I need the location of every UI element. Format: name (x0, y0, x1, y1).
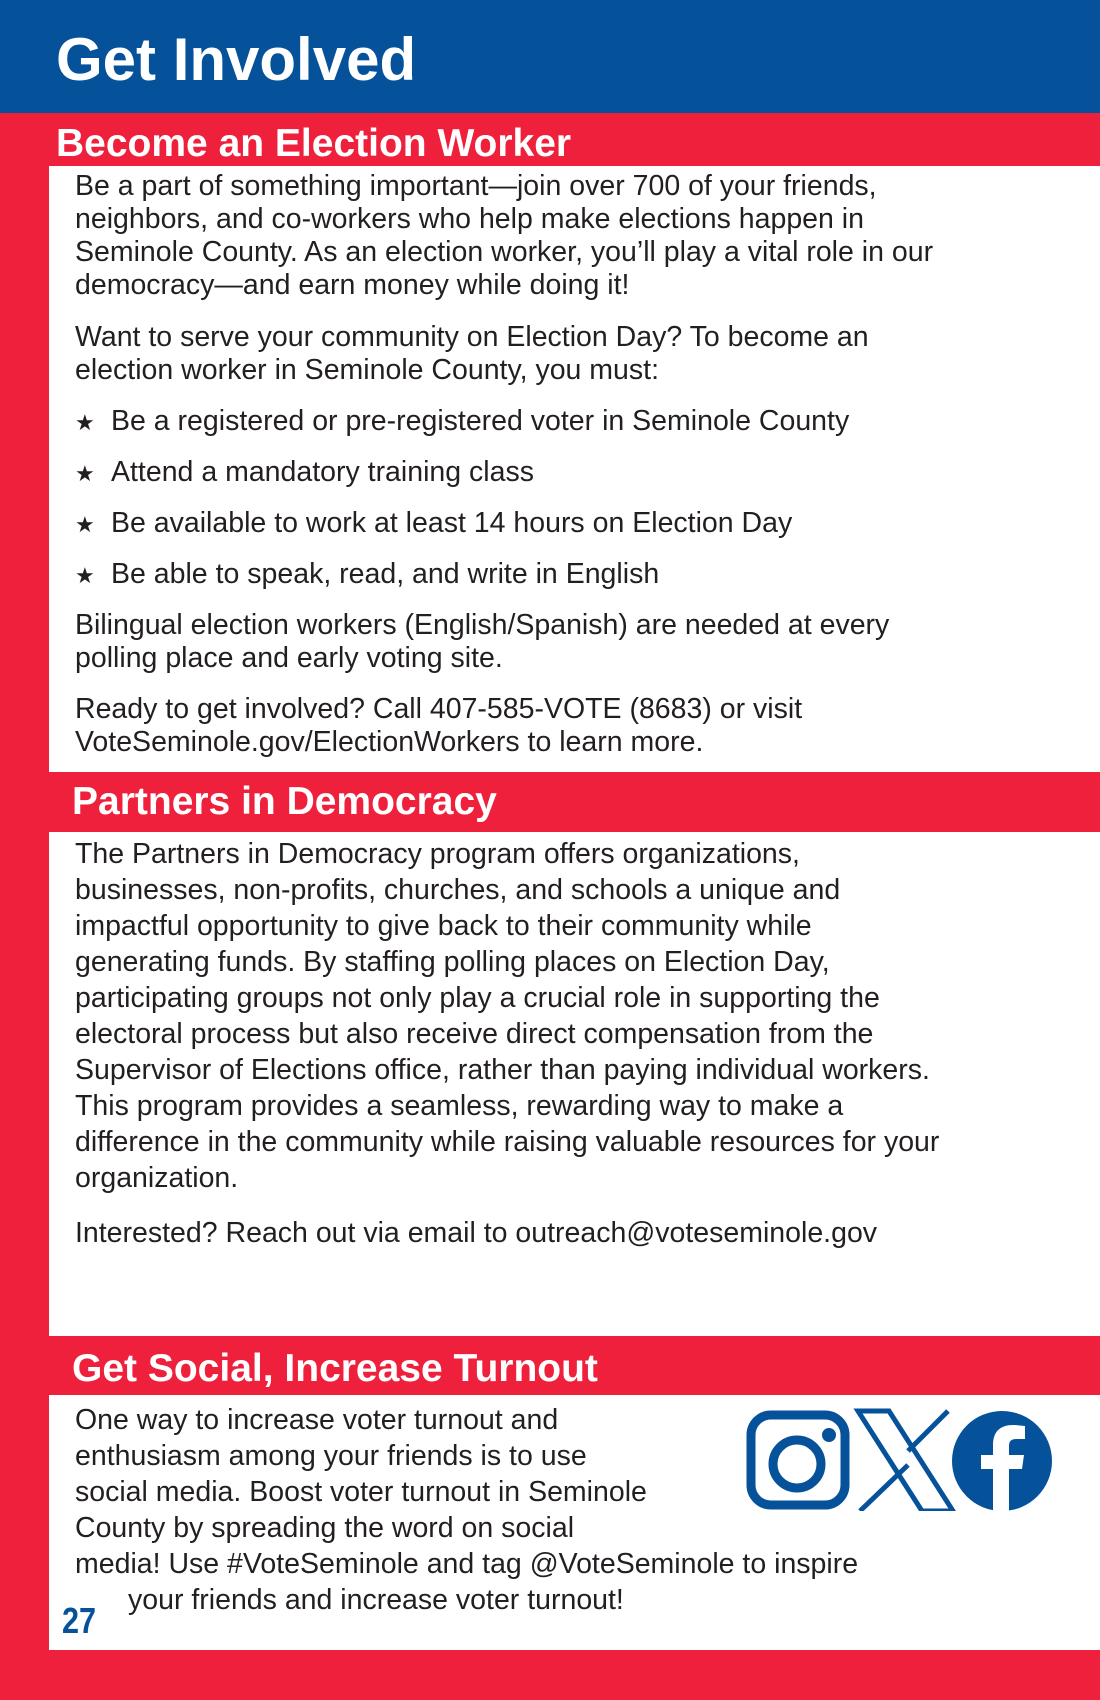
bilingual-line: Bilingual election workers (English/Spanish) are needed at every (75, 609, 890, 641)
requirement-item (75, 558, 659, 592)
cta-line: Ready to get involved? Call 407-585-VOTE (8683) or visit (75, 693, 803, 725)
partners-line: participating groups not only play a crucial role in supporting the (75, 982, 880, 1014)
partners-contact: Interested? Reach out via email to outreach@voteseminole.gov (75, 1217, 878, 1249)
intro-line: neighbors, and co-workers who help make elections happen in (75, 203, 864, 235)
facebook-icon[interactable] (952, 1411, 1052, 1511)
partners-line: businesses, non-profits, churches, and schools a unique and (75, 874, 841, 906)
requirement-text: Attend a mandatory training class (111, 456, 534, 488)
partners-line: This program provides a seamless, rewarding way to make a (75, 1090, 844, 1122)
header-bar (0, 0, 1100, 113)
cta-line: VoteSeminole.gov/ElectionWorkers to learn more. (75, 726, 704, 758)
x-icon[interactable] (858, 1411, 953, 1511)
requirement-item (75, 507, 792, 541)
section-heading-partners: Partners in Democracy (72, 780, 497, 823)
star-icon: ★ (75, 512, 95, 537)
social-line: media! Use #VoteSeminole and tag @VoteSeminole to inspire (75, 1548, 859, 1580)
page-title: Get Involved (56, 26, 417, 93)
requirements-intro-line: Want to serve your community on Election Day? To become an (75, 321, 869, 353)
partners-line: Supervisor of Elections office, rather than paying individual workers. (75, 1054, 930, 1086)
social-line: County by spreading the word on social (75, 1512, 575, 1544)
star-icon: ★ (75, 563, 95, 588)
intro-line: Seminole County. As an election worker, you’ll play a vital role in our (75, 236, 934, 268)
section-heading-social: Get Social, Increase Turnout (72, 1347, 598, 1390)
page-number: 27 (62, 1600, 97, 1641)
partners-line: electoral process but also receive direct compensation from the (75, 1018, 874, 1050)
requirement-text: Be available to work at least 14 hours on Election Day (111, 507, 793, 539)
requirement-item (75, 405, 849, 439)
instagram-icon[interactable] (751, 1415, 845, 1505)
social-line: One way to increase voter turnout and (75, 1404, 559, 1436)
social-line: enthusiasm among your friends is to use (75, 1440, 587, 1472)
partners-line: The Partners in Democracy program offers organizations, (75, 838, 800, 870)
requirements-intro-line: election worker in Seminole County, you must: (75, 354, 659, 386)
social-icons (745, 1407, 1055, 1511)
partners-line: generating funds. By staffing polling places on Election Day, (75, 946, 830, 978)
partners-line: impactful opportunity to give back to their community while (75, 910, 812, 942)
requirement-item (75, 456, 534, 490)
social-line: your friends and increase voter turnout! (128, 1584, 624, 1616)
social-line: social media. Boost voter turnout in Seminole (75, 1476, 647, 1508)
partners-line: difference in the community while raising valuable resources for your (75, 1126, 940, 1158)
star-icon: ★ (75, 410, 95, 435)
section-heading-election-worker: Become an Election Worker (56, 122, 572, 165)
requirement-text: Be able to speak, read, and write in English (111, 558, 660, 590)
partners-line: organization. (75, 1162, 239, 1194)
star-icon: ★ (75, 461, 95, 486)
requirement-text: Be a registered or pre-registered voter in Seminole County (111, 405, 850, 437)
bilingual-line: polling place and early voting site. (75, 642, 503, 674)
intro-line: Be a part of something important—join over 700 of your friends, (75, 170, 877, 202)
intro-line: democracy—and earn money while doing it! (75, 269, 630, 301)
